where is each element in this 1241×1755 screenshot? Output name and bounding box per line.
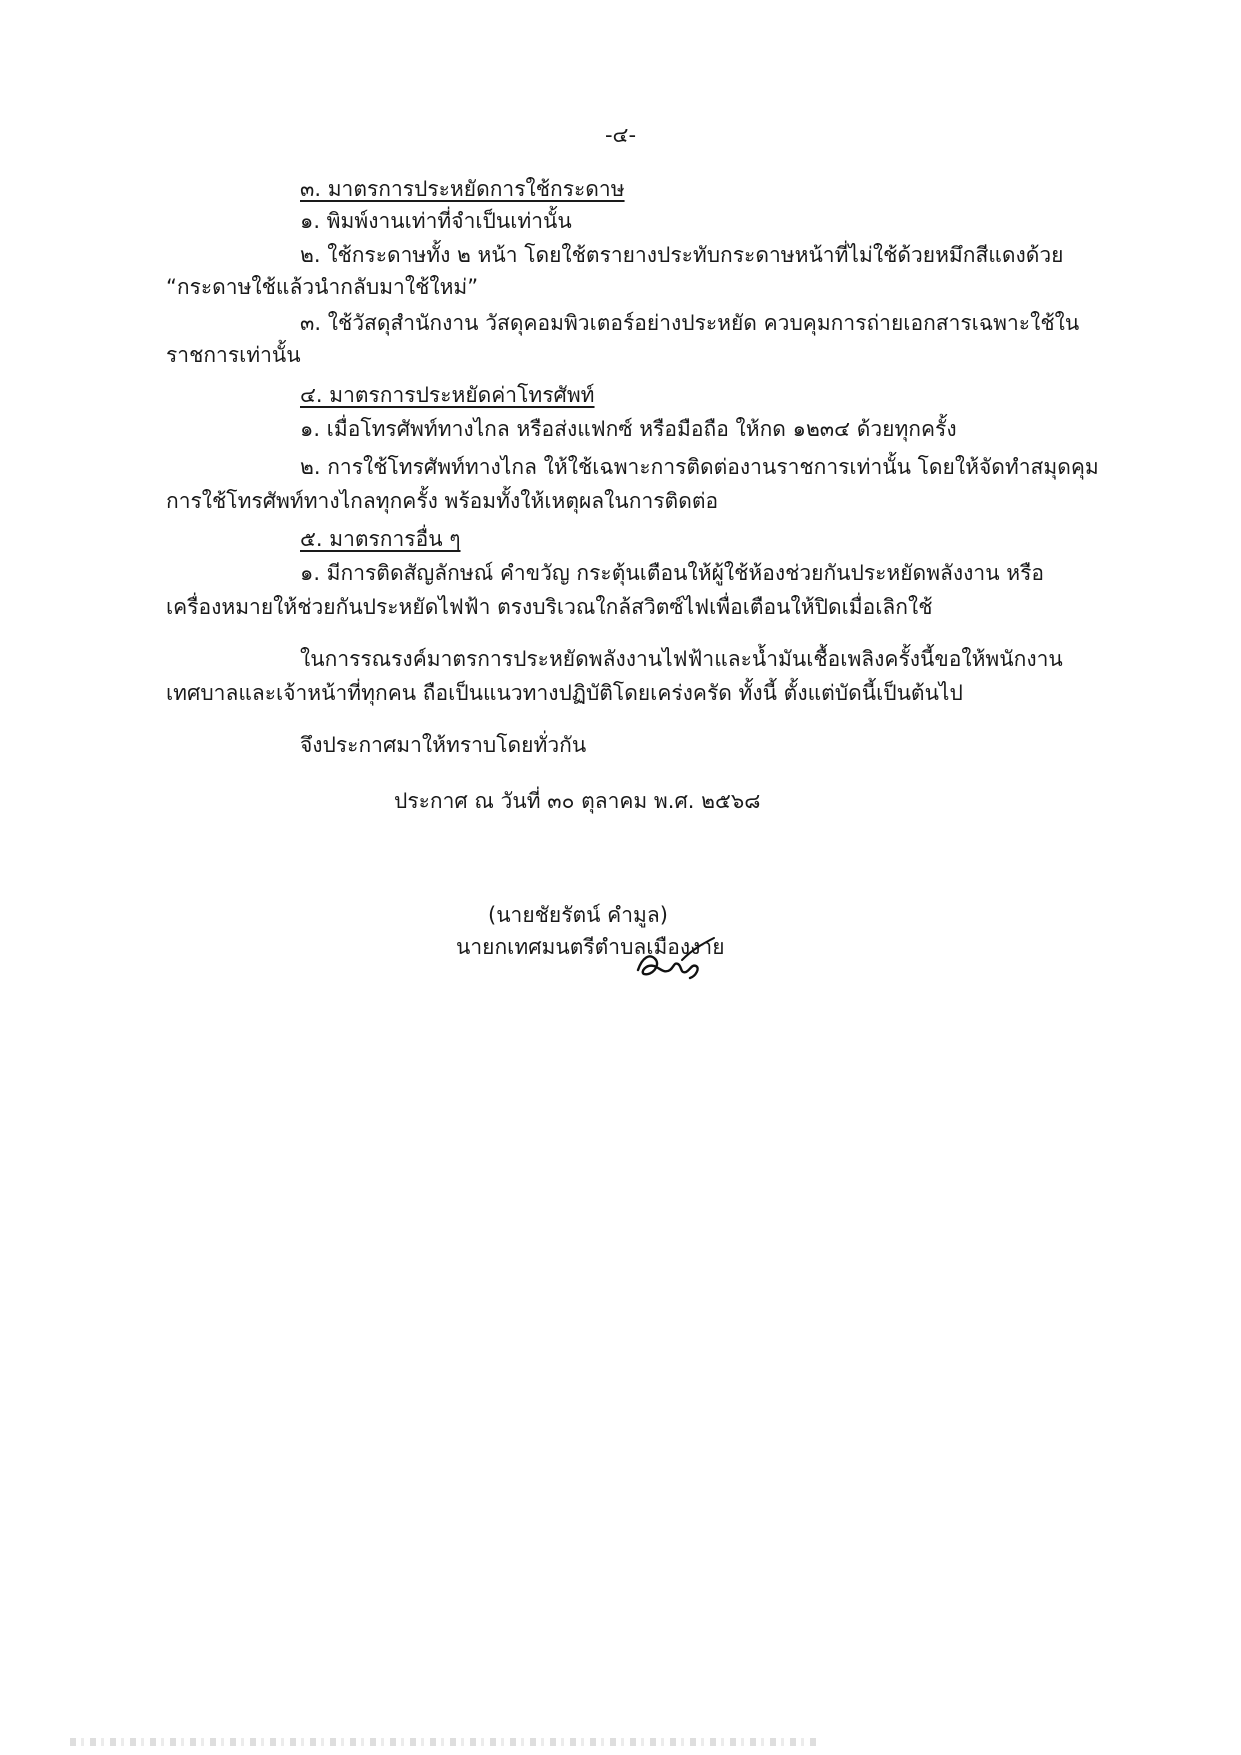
announcement-date: ประกาศ ณ วันที่ ๓๐ ตุลาคม พ.ศ. ๒๕๖๘: [394, 789, 761, 813]
page-number: -๔-: [604, 123, 637, 147]
section-3-item-1: ๑. พิมพ์งานเท่าที่จำเป็นเท่านั้น: [300, 209, 572, 233]
section-5-item-1-line-2: เครื่องหมายให้ช่วยกันประหยัดไฟฟ้า ตรงบริเวณใกล้สวิตซ์ไฟเพื่อเตือนให้ปิดเมื่อเลิกใช้: [166, 595, 933, 619]
section-3-heading: ๓. มาตรการประหยัดการใช้กระดาษ: [300, 177, 625, 201]
section-5-item-1-line-1: ๑. มีการติดสัญลักษณ์ คำขวัญ กระตุ้นเตือนให้ผู้ใช้ห้องช่วยกันประหยัดพลังงาน หรือ: [300, 561, 1044, 585]
signatory-name: (นายชัยรัตน์ คำมูล): [488, 903, 668, 927]
section-4-item-2-line-2: การใช้โทรศัพท์ทางไกลทุกครั้ง พร้อมทั้งให้เหตุผลในการติดต่อ: [166, 489, 719, 513]
section-4-heading: ๔. มาตรการประหยัดค่าโทรศัพท์: [300, 383, 595, 407]
signatory-title: นายกเทศมนตรีตำบลเมืองงาย: [456, 935, 725, 959]
section-3-item-3-line-1: ๓. ใช้วัสดุสำนักงาน วัสดุคอมพิวเตอร์อย่างประหยัด ควบคุมการถ่ายเอกสารเฉพาะใช้ใน: [300, 311, 1080, 335]
announcement-line: จึงประกาศมาให้ทราบโดยทั่วกัน: [300, 733, 587, 757]
section-5-heading: ๕. มาตรการอื่น ๆ: [300, 527, 461, 551]
section-4-item-1: ๑. เมื่อโทรศัพท์ทางไกล หรือส่งแฟกซ์ หรือมือถือ ให้กด ๑๒๓๔ ด้วยทุกครั้ง: [300, 417, 957, 441]
section-3-item-2-line-2: “กระดาษใช้แล้วนำกลับมาใช้ใหม่”: [166, 275, 479, 299]
section-4-item-2-line-1: ๒. การใช้โทรศัพท์ทางไกล ให้ใช้เฉพาะการติดต่องานราชการเท่านั้น โดยให้จัดทำสมุดคุม: [300, 455, 1099, 479]
scan-artifact-line: [70, 1738, 820, 1746]
section-3-item-2-line-1: ๒. ใช้กระดาษทั้ง ๒ หน้า โดยใช้ตรายางประทับกระดาษหน้าที่ไม่ใช้ด้วยหมึกสีแดงด้วย: [300, 243, 1064, 267]
closing-paragraph-line-1: ในการรณรงค์มาตรการประหยัดพลังงานไฟฟ้าและน้ำมันเชื้อเพลิงครั้งนี้ขอให้พนักงาน: [300, 647, 1063, 671]
closing-paragraph-line-2: เทศบาลและเจ้าหน้าที่ทุกคน ถือเป็นแนวทางปฏิบัติโดยเคร่งครัด ทั้งนี้ ตั้งแต่บัดนี้เป็นต้นไป: [166, 681, 963, 705]
section-3-item-3-line-2: ราชการเท่านั้น: [166, 343, 301, 367]
